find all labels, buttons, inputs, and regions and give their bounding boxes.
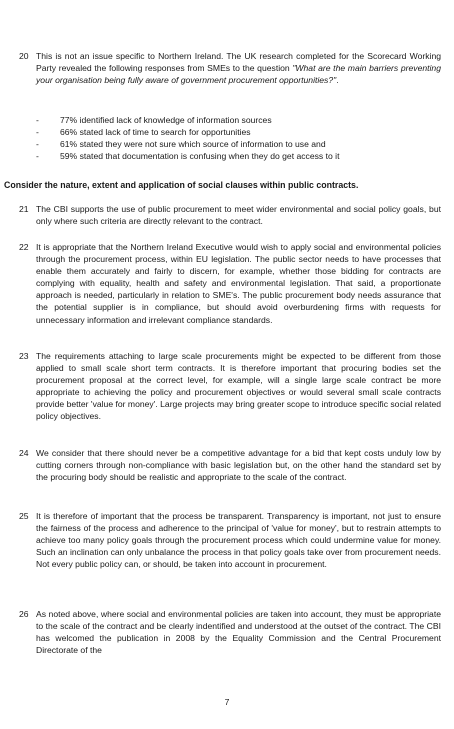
bullet-dash: - bbox=[36, 151, 39, 162]
paragraph-text: As noted above, where social and environmental policies are taken into account, they must be appropriate to the scale of the contract and be clearly indentified and understood at the outset of the contract. The CBI has welcomed the publication in 2008 by the Equality Commission and the Central Procurement Directorate of the bbox=[36, 609, 441, 656]
paragraph-number: 25 bbox=[19, 511, 29, 521]
bullet-dash: - bbox=[36, 127, 39, 138]
paragraph-number: 20 bbox=[19, 51, 29, 61]
paragraph-text: The requirements attaching to large scale procurements might be expected to be different from those applied to small scale short term contracts. It is therefore important that procuring bodies set the procurement proposal at the correct level, for example, will a single large scale contract be more appropriate to achieving the policy and procurement objectives or would several small scale contracts provide better 'value for money'. Large projects may bring greater scope to introduce specific social related policy objectives. bbox=[36, 351, 442, 422]
paragraph-number: 21 bbox=[19, 204, 29, 214]
paragraph-number: 24 bbox=[19, 448, 29, 458]
survey-question-quote: "What are the main barriers preventing your organisation being fully aware of government procurement opportunities?" bbox=[36, 63, 441, 86]
bullet-dash: - bbox=[36, 115, 39, 125]
list-item: - 66% stated lack of time to search for opportunities bbox=[36, 127, 251, 138]
paragraph-number: 23 bbox=[19, 351, 29, 361]
paragraph-number: 22 bbox=[19, 242, 29, 252]
survey-results-list bbox=[36, 114, 436, 162]
paragraph-text-end: . bbox=[336, 75, 339, 86]
paragraph-21 bbox=[19, 203, 441, 227]
paragraph-25 bbox=[19, 510, 441, 570]
list-item: - 61% stated they were not sure which source of information to use and bbox=[36, 139, 326, 150]
list-item: - 59% stated that documentation is confusing when they do get access to it bbox=[36, 151, 340, 162]
paragraph-text: It is therefore of important that the process be transparent. Transparency is important, not just to ensure the fairness of the process and adherence to the principal of 'value for money', but to restrain attempts to achieve too many policy goals through the procurement process which could undermine value for money. Such an inclination can only unbalance the process in that policy goals take over from procurement needs. Not every public policy can, or should, be taken into account in procurement. bbox=[36, 511, 441, 570]
paragraph-text: We consider that there should never be a competitive advantage for a bid that kept costs unduly low by cutting corners through non-compliance with basic legislation but, on the other hand the standard set by the procuring body should be realistic and appropriate to the scale of the contract. bbox=[36, 448, 441, 483]
bullet-dash: - bbox=[36, 139, 39, 150]
paragraph-number: 26 bbox=[19, 609, 29, 619]
paragraph-text: This is not an issue specific to Northern Ireland. The UK research completed for the Scorecard Working Party revealed the following responses from SMEs to the question bbox=[36, 51, 441, 74]
section-heading: Consider the nature, extent and application of social clauses within public contracts. bbox=[4, 180, 359, 190]
paragraph-text: The CBI supports the use of public procurement to meet wider environmental and social policy goals, but only where such criteria are directly relevant to the contract. bbox=[36, 204, 441, 227]
page-number: 7 bbox=[224, 697, 230, 707]
paragraph-26 bbox=[19, 608, 441, 656]
paragraph-22 bbox=[19, 241, 441, 326]
paragraph-text: It is appropriate that the Northern Ireland Executive would wish to apply social and environmental policies through the procurement process, within EU legislation. The public sector needs to have processes that enable them accurately and fairly to discern, for example, whether those bidding for contracts are complying with equality, health and safety and environmental legislation. That said, a proportionate approach is needed, particularly in relation to SME's. The public procurement body needs assurance that the potential supplier is in compliance, but should avoid overburdening firms with requests for unnecessary information and irrelevant compliance standards. bbox=[36, 242, 441, 325]
paragraph-20 bbox=[19, 50, 441, 86]
list-item: - 77% identified lack of knowledge of information sources bbox=[36, 115, 272, 125]
paragraph-23 bbox=[19, 350, 441, 423]
paragraph-24 bbox=[19, 447, 441, 483]
